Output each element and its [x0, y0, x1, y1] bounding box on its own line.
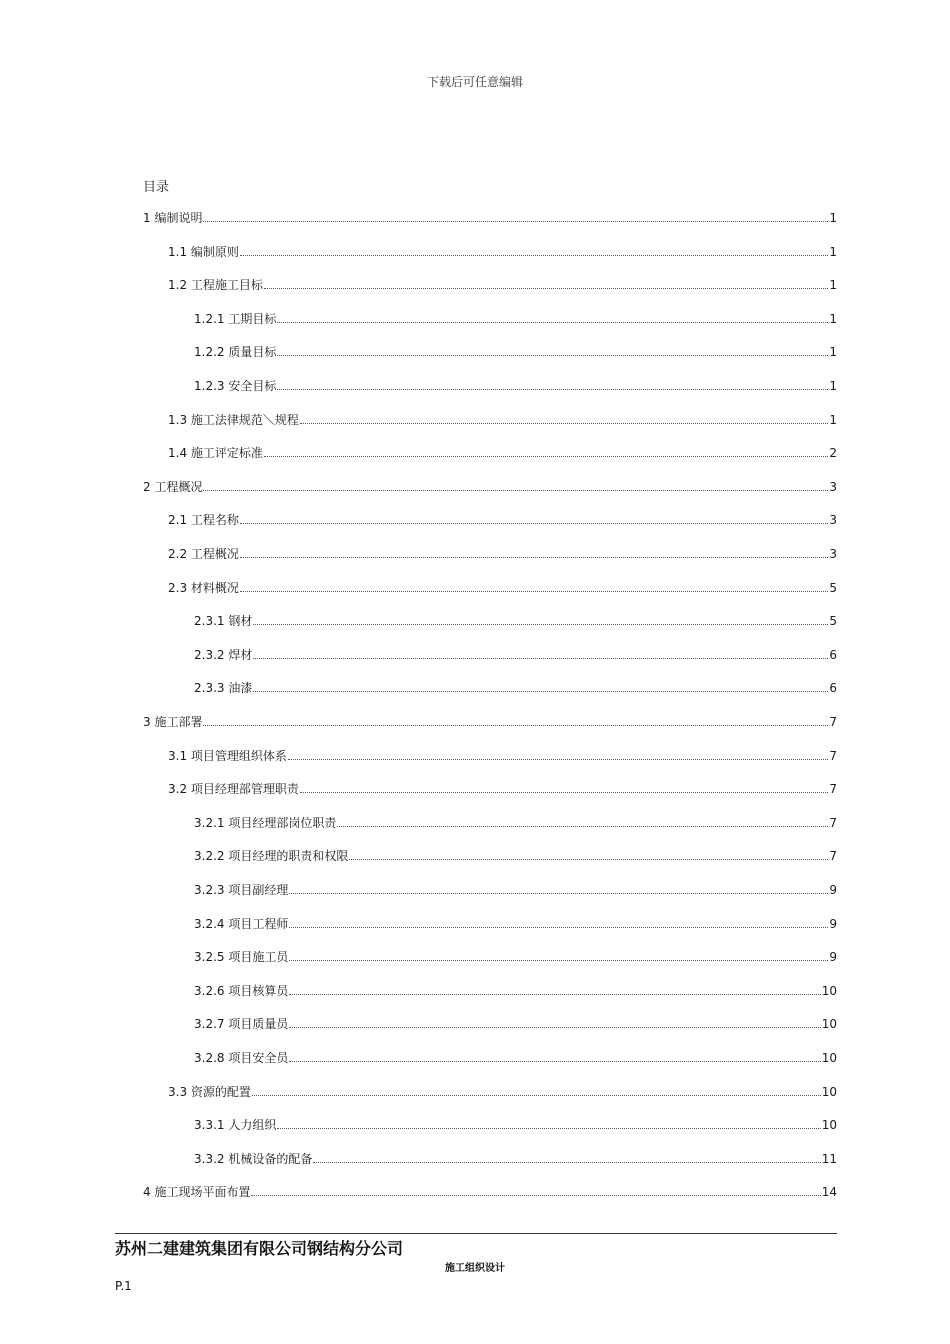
toc-entry-page: 7 — [829, 849, 837, 863]
toc-entry-page: 5 — [829, 581, 837, 595]
toc-entry-page: 3 — [829, 513, 837, 527]
toc-entry-page: 3 — [829, 547, 837, 561]
toc-dot-leader — [203, 489, 828, 491]
footer-divider — [115, 1233, 837, 1234]
toc-dot-leader — [203, 724, 828, 726]
toc-entry-page: 7 — [829, 816, 837, 830]
toc-entry-label: 1.2.3 安全目标 — [194, 379, 277, 393]
toc-entry-page: 5 — [829, 614, 837, 628]
toc-entry-label: 3.2.8 项目安全员 — [194, 1051, 289, 1065]
toc-entry-page: 10 — [821, 1085, 837, 1099]
toc-entry-label: 3.2.5 项目施工员 — [194, 950, 289, 964]
toc-entry-label: 3.2 项目经理部管理职责 — [168, 782, 299, 796]
toc-entry-label: 2.1 工程名称 — [168, 513, 239, 527]
toc-dot-leader — [289, 993, 820, 995]
toc-entry[interactable] — [143, 475, 837, 495]
toc-dot-leader — [240, 590, 828, 592]
toc-entry-page: 14 — [821, 1185, 837, 1199]
toc-entry[interactable] — [143, 710, 837, 730]
toc-entry[interactable] — [194, 878, 837, 898]
toc-entry[interactable] — [168, 273, 837, 293]
toc-entry-label: 2.3 材料概况 — [168, 581, 239, 595]
toc-entry-label: 3.2.7 项目质量员 — [194, 1017, 289, 1031]
toc-entry[interactable] — [194, 844, 837, 864]
company-name: 苏州二建建筑集团有限公司钢结构分公司 — [115, 1239, 404, 1258]
toc-entry-label: 2.3.1 钢材 — [194, 614, 253, 628]
toc-entry-label: 1.1 编制原则 — [168, 245, 239, 259]
toc-entry-label: 2.3.3 油漆 — [194, 681, 253, 695]
toc-dot-leader — [300, 791, 828, 793]
toc-entry[interactable] — [194, 676, 837, 696]
toc-entry-page: 10 — [821, 984, 837, 998]
toc-entry-page: 2 — [829, 446, 837, 460]
toc-dot-leader — [289, 959, 828, 961]
toc-entry[interactable] — [168, 1080, 837, 1100]
toc-dot-leader — [253, 690, 828, 692]
toc-entry[interactable] — [168, 441, 837, 461]
toc-entry[interactable] — [194, 609, 837, 629]
toc-entry[interactable] — [194, 979, 837, 999]
toc-entry[interactable] — [143, 206, 837, 226]
toc-dot-leader — [289, 892, 828, 894]
toc-entry-page: 10 — [821, 1051, 837, 1065]
toc-entry[interactable] — [143, 1180, 837, 1200]
toc-dot-leader — [349, 858, 828, 860]
toc-entry[interactable] — [194, 1012, 837, 1032]
toc-entry[interactable] — [194, 1046, 837, 1066]
toc-dot-leader — [251, 1194, 820, 1196]
toc-dot-leader — [337, 825, 828, 827]
toc-dot-leader — [277, 354, 828, 356]
toc-dot-leader — [277, 388, 828, 390]
toc-entry[interactable] — [168, 408, 837, 428]
toc-title: 目录 — [143, 180, 170, 195]
toc-entry-page: 10 — [821, 1017, 837, 1031]
toc-dot-leader — [300, 422, 828, 424]
document-type: 施工组织设计 — [445, 1263, 505, 1274]
toc-entry-label: 4 施工现场平面布置 — [143, 1185, 251, 1199]
page-number: P.1 — [115, 1279, 132, 1293]
toc-entry-label: 3.3.2 机械设备的配备 — [194, 1152, 313, 1166]
toc-entry[interactable] — [194, 1147, 837, 1167]
toc-entry-label: 3.2.1 项目经理部岗位职责 — [194, 816, 337, 830]
toc-entry-page: 1 — [829, 345, 837, 359]
toc-entry-label: 3.1 项目管理组织体系 — [168, 749, 287, 763]
toc-entry-label: 1.2.1 工期目标 — [194, 312, 277, 326]
toc-entry-page: 7 — [829, 782, 837, 796]
toc-entry[interactable] — [168, 744, 837, 764]
toc-entry[interactable] — [168, 777, 837, 797]
toc-dot-leader — [240, 254, 828, 256]
toc-dot-leader — [252, 1094, 821, 1096]
toc-dot-leader — [289, 1026, 820, 1028]
toc-dot-leader — [313, 1161, 820, 1163]
toc-dot-leader — [289, 1060, 820, 1062]
toc-entry-page: 1 — [829, 278, 837, 292]
toc-entry-page: 9 — [829, 950, 837, 964]
page-header-note: 下载后可任意编辑 — [426, 75, 523, 89]
toc-entry-page: 6 — [829, 648, 837, 662]
toc-dot-leader — [240, 556, 828, 558]
toc-entry-page: 6 — [829, 681, 837, 695]
toc-dot-leader — [264, 455, 828, 457]
toc-entry-label: 3.2.2 项目经理的职责和权限 — [194, 849, 349, 863]
toc-entry[interactable] — [194, 1113, 837, 1133]
toc-entry-label: 3.3.1 人力组织 — [194, 1118, 277, 1132]
toc-entry[interactable] — [168, 508, 837, 528]
toc-entry[interactable] — [168, 576, 837, 596]
toc-entry-page: 7 — [829, 749, 837, 763]
toc-dot-leader — [288, 758, 828, 760]
toc-entry-label: 3.2.3 项目副经理 — [194, 883, 289, 897]
toc-dot-leader — [253, 657, 828, 659]
toc-entry-label: 1.3 施工法律规范＼规程 — [168, 413, 299, 427]
toc-entry[interactable] — [194, 643, 837, 663]
toc-dot-leader — [240, 522, 828, 524]
toc-entry-label: 1 编制说明 — [143, 211, 203, 225]
toc-dot-leader — [277, 321, 828, 323]
toc-entry[interactable] — [168, 542, 837, 562]
toc-entry[interactable] — [194, 811, 837, 831]
toc-entry-page: 1 — [829, 245, 837, 259]
toc-entry[interactable] — [194, 340, 837, 360]
toc-entry-page: 1 — [829, 379, 837, 393]
toc-entry-page: 7 — [829, 715, 837, 729]
toc-entry[interactable] — [194, 912, 837, 932]
toc-dot-leader — [203, 220, 828, 222]
toc-entry-page: 3 — [829, 480, 837, 494]
toc-dot-leader — [277, 1127, 820, 1129]
toc-entry-label: 3 施工部署 — [143, 715, 203, 729]
toc-entry-label: 2.3.2 焊材 — [194, 648, 253, 662]
toc-entry[interactable] — [194, 307, 837, 327]
toc-entry[interactable] — [194, 374, 837, 394]
toc-entry-page: 1 — [829, 413, 837, 427]
toc-entry-page: 9 — [829, 883, 837, 897]
toc-entry[interactable] — [194, 945, 837, 965]
toc-entry-page: 10 — [821, 1118, 837, 1132]
toc-entry-page: 1 — [829, 211, 837, 225]
toc-entry-label: 2.2 工程概况 — [168, 547, 239, 561]
toc-entry-label: 1.2 工程施工目标 — [168, 278, 263, 292]
toc-dot-leader — [264, 287, 828, 289]
toc-dot-leader — [289, 926, 828, 928]
toc-entry-label: 1.4 施工评定标准 — [168, 446, 263, 460]
toc-entry-page: 9 — [829, 917, 837, 931]
toc-entry-page: 1 — [829, 312, 837, 326]
toc-entry-page: 11 — [821, 1152, 837, 1166]
toc-entry-label: 2 工程概况 — [143, 480, 203, 494]
toc-entry-label: 3.3 资源的配置 — [168, 1085, 251, 1099]
toc-dot-leader — [253, 623, 828, 625]
toc-entry-label: 3.2.6 项目核算员 — [194, 984, 289, 998]
toc-entry-label: 3.2.4 项目工程师 — [194, 917, 289, 931]
toc-entry-label: 1.2.2 质量目标 — [194, 345, 277, 359]
toc-entry[interactable] — [168, 240, 837, 260]
